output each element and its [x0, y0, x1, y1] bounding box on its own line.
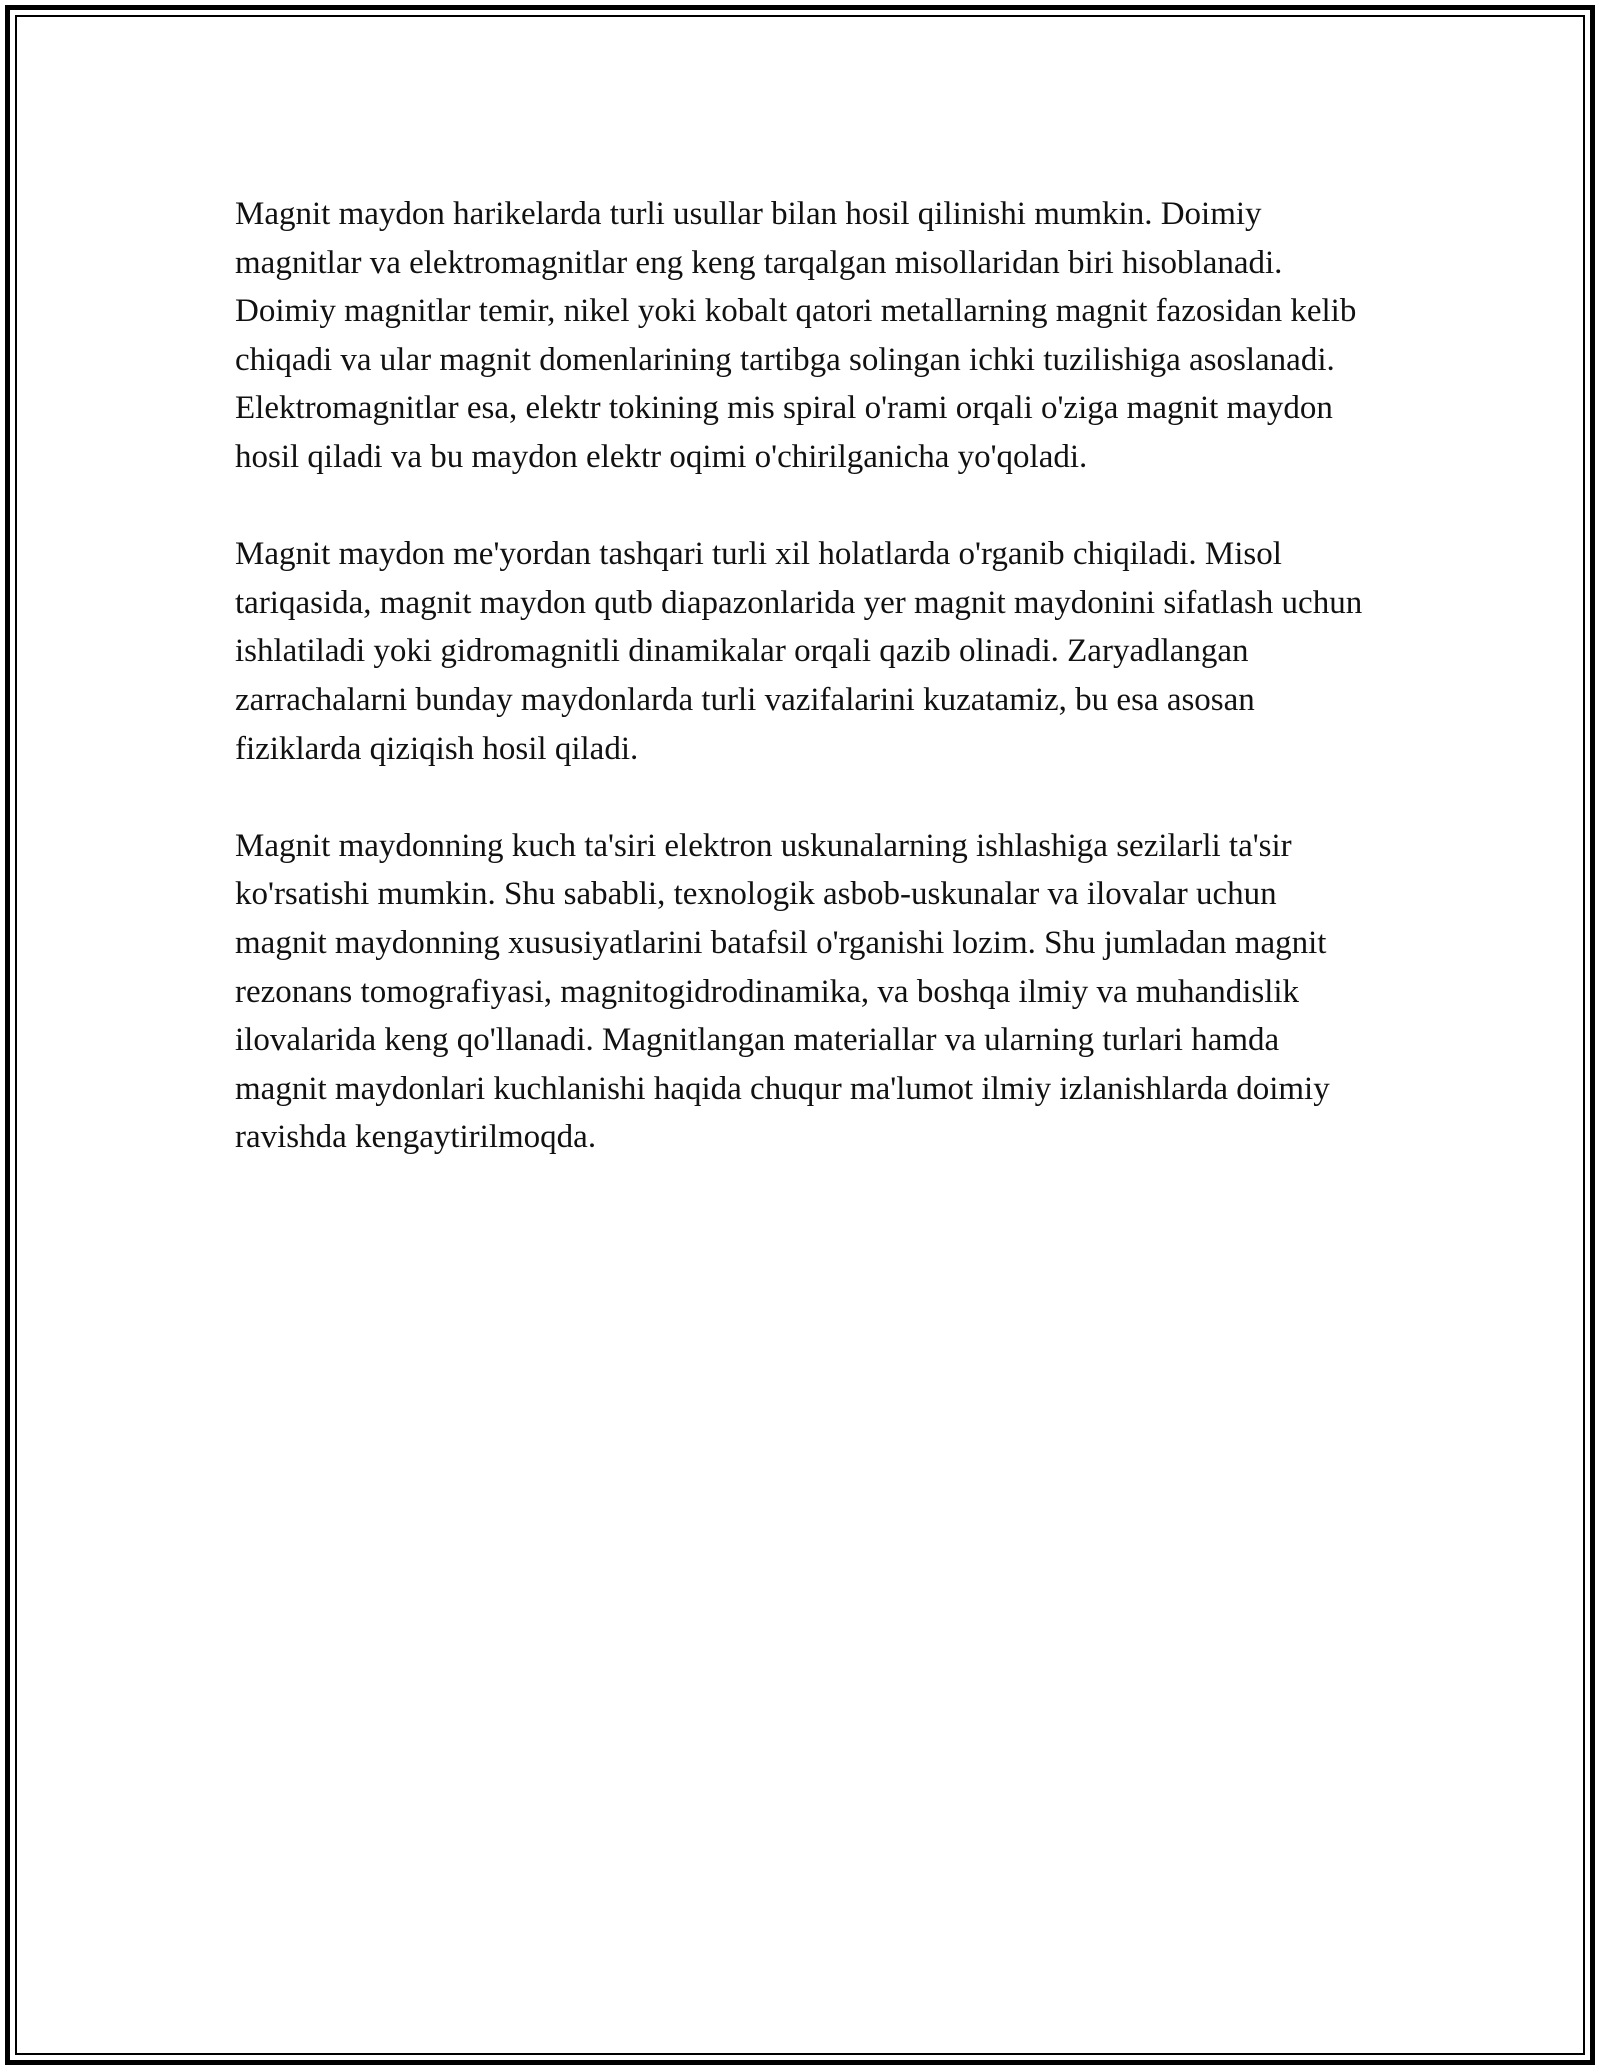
paragraph-3: Magnit maydonning kuch ta'siri elektron uskunalarning ishlashiga sezilarli ta'sir ko'rsatishi mumkin. Shu sababli, texnologik asbob-uskunalar va ilovalar uchun magnit maydonning xususiyatlarini batafsil o'rganishi lozim. Shu jumladan magnit rezonans tomografiyasi, magnitogidrodinamika, va boshqa ilmiy va muhandislik ilovalarida keng qo'llanadi. Magnitlangan materiallar va ularning turlari hamda magnit maydonlari kuchlanishi haqida chuqur ma'lumot ilmiy izlanishlarda doimiy ravishda kengaytirilmoqda.	[235, 827, 1330, 1156]
paragraph-2: Magnit maydon me'yordan tashqari turli xil holatlarda o'rganib chiqiladi. Misol tariqasida, magnit maydon qutb diapazonlarida yer magnit maydonini sifatlash uchun ishlatiladi yoki gidromagnitli dinamikalar orqali qazib olinadi. Zaryadlangan zarrachalarni bunday maydonlarda turli vazifalarini kuzatamiz, bu esa asosan fiziklarda qiziqish hosil qiladi.	[235, 536, 1363, 767]
document-body	[235, 190, 1375, 1162]
paragraph-1: Magnit maydon harikelarda turli usullar bilan hosil qilinishi mumkin. Doimiy magnitlar va elektromagnitlar eng keng tarqalgan misollaridan biri hisoblanadi. Doimiy magnitlar temir, nikel yoki kobalt qatori metallarning magnit fazosidan kelib chiqadi va ular magnit domenlarining tartibga solingan ichki tuzilishiga asoslanadi. Elektromagnitlar esa, elektr tokining mis spiral o'rami orqali o'ziga magnit maydon hosil qiladi va bu maydon elektr oqimi o'chirilganicha yo'qoladi.	[235, 196, 1357, 475]
page-frame	[5, 5, 1595, 2065]
